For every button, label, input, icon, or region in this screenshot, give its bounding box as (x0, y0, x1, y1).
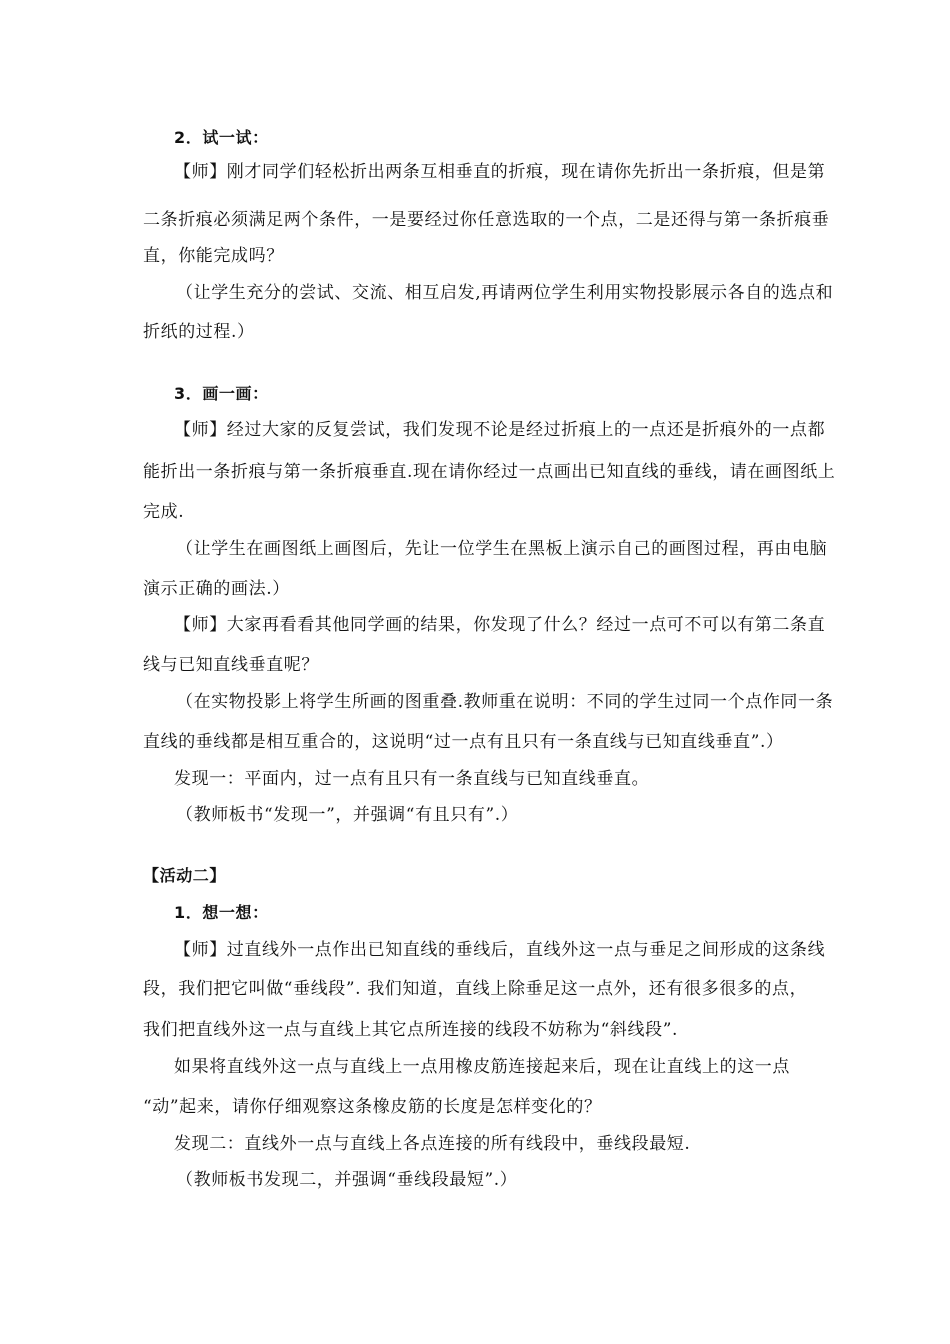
paragraph-line: 【师】经过大家的反复尝试，我们发现不论是经过折痕上的一点还是折痕外的一点都 (174, 420, 826, 440)
paragraph-line: 如果将直线外这一点与直线上一点用橡皮筋连接起来后，现在让直线上的这一点 (174, 1057, 790, 1077)
section-heading-draw: 3．画一画： (174, 384, 269, 403)
paragraph-line: 【师】过直线外一点作出已知直线的垂线后，直线外这一点与垂足之间形成的这条线 (174, 940, 826, 960)
paragraph-line: （教师板书发现二，并强调“垂线段最短”.） (176, 1170, 518, 1190)
paragraph-line: （让学生充分的尝试、交流、相互启发,再请两位学生利用实物投影展示各自的选点和 (176, 283, 834, 303)
discovery-one: 发现一：平面内，过一点有且只有一条直线与已知直线垂直。 (174, 769, 650, 789)
paragraph-line: 段，我们把它叫做“垂线段”. 我们知道，直线上除垂足这一点外，还有很多很多的点， (143, 979, 808, 999)
paragraph-line: 我们把直线外这一点与直线上其它点所连接的线段不妨称为“斜线段”. (143, 1020, 678, 1040)
paragraph-line: 【师】大家再看看其他同学画的结果，你发现了什么？经过一点可不可以有第二条直 (174, 615, 826, 635)
paragraph-line: 直线的垂线都是相互重合的，这说明“过一点有且只有一条直线与已知直线垂直”.） (143, 732, 784, 752)
paragraph-line: 线与已知直线垂直呢？ (143, 655, 319, 675)
section-heading-try: 2．试一试： (174, 128, 269, 147)
paragraph-line: （在实物投影上将学生所画的图重叠.教师重在说明：不同的学生过同一个点作同一条 (176, 692, 834, 712)
discovery-two: 发现二：直线外一点与直线上各点连接的所有线段中，垂线段最短. (174, 1134, 691, 1154)
paragraph-line: （让学生在画图纸上画图后，先让一位学生在黑板上演示自己的画图过程，再由电脑 (176, 539, 828, 559)
paragraph-line: 二条折痕必须满足两个条件，一是要经过你任意选取的一个点，二是还得与第一条折痕垂 (143, 210, 830, 230)
paragraph-line: “动”起来，请你仔细观察这条橡皮筋的长度是怎样变化的？ (143, 1097, 602, 1117)
section-heading-think: 1．想一想： (174, 903, 269, 922)
paragraph-line: 折纸的过程.） (143, 322, 255, 342)
paragraph-line: （教师板书“发现一”，并强调“有且只有”.） (176, 805, 519, 825)
paragraph-line: 演示正确的画法.） (143, 579, 290, 599)
activity-heading: 【活动二】 (143, 866, 227, 885)
paragraph-line: 能折出一条折痕与第一条折痕垂直.现在请你经过一点画出已知直线的垂线，请在画图纸上 (143, 462, 836, 482)
paragraph-line: 【师】刚才同学们轻松折出两条互相垂直的折痕，现在请你先折出一条折痕，但是第 (174, 162, 826, 182)
paragraph-line: 直，你能完成吗？ (143, 246, 284, 266)
paragraph-line: 完成. (143, 502, 185, 522)
